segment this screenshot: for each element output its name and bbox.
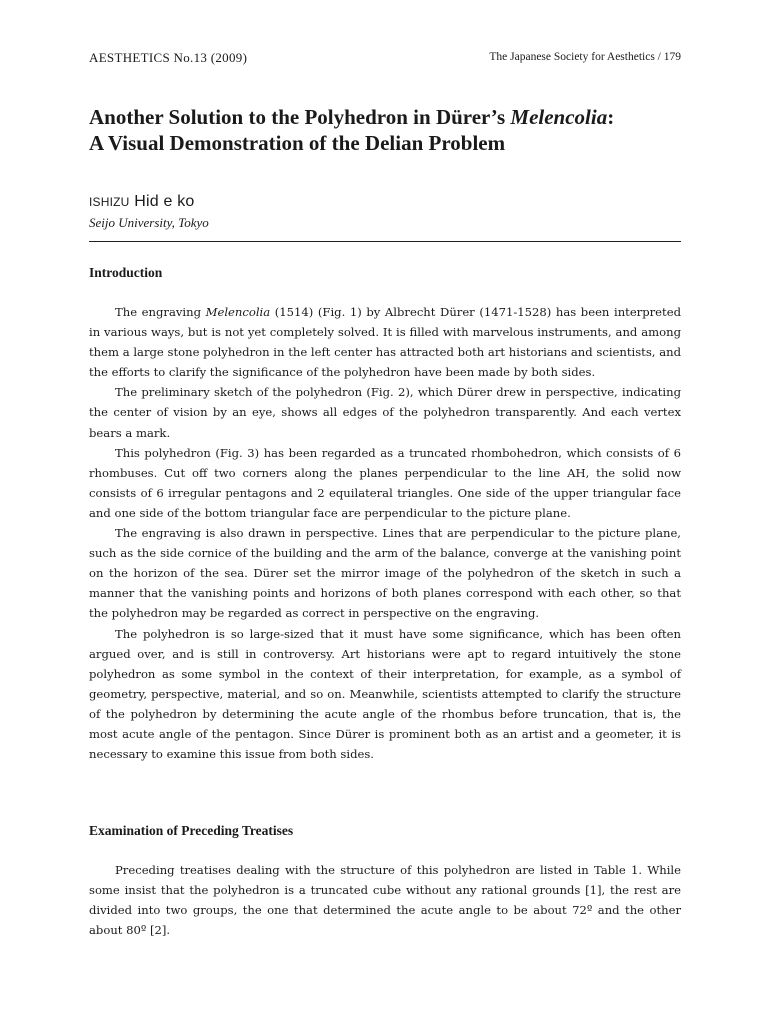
introduction-body xyxy=(89,302,681,764)
title-italic-melencolia: Melencolia xyxy=(510,105,608,129)
header-divider xyxy=(89,241,681,242)
author-affiliation: Seijo University, Tokyo xyxy=(89,215,209,230)
paragraph: The engraving Melencolia (1514) (Fig. 1) by Albrecht Dürer (1471-1528) has been interpreted in various ways, but is not yet completely solved. It is filled with marvelous instruments, and among them a large stone polyhedron in the left center has attracted both art historians and scientists, and the efforts to clarify the significance of the polyhedron have been made by both sides. xyxy=(89,305,681,380)
author-family-name: ISHIZU xyxy=(89,195,130,209)
paragraph: This polyhedron (Fig. 3) has been regarded as a truncated rhombohedron, which consists of 6 rhombuses. Cut off two corners along the planes perpendicular to the line AH, the solid now consists of 6 irregular pentagons and 2 equilateral triangles. One side of the upper triangular face and one side of the bottom triangular face are perpendicular to the picture plane. xyxy=(89,445,681,520)
paragraph: The preliminary sketch of the polyhedron (Fig. 2), which Dürer drew in perspective, indicating the center of vision by an eye, shows all edges of the polyhedron transparently. And each vertex bears a mark. xyxy=(89,385,681,440)
society-page-number: The Japanese Society for Aesthetics / 179 xyxy=(489,51,681,63)
title-line-2: A Visual Demonstration of the Delian Problem xyxy=(89,131,506,155)
author-given-name: Hid e ko xyxy=(134,193,195,210)
title-line-1: Another Solution to the Polyhedron in Dürer’s Melencolia: xyxy=(89,105,615,129)
preceding-treatises-body xyxy=(89,860,681,940)
paragraph: The polyhedron is so large-sized that it must have some significance, which has been often argued over, and is still in controversy. Art historians were apt to regard intuitively the stone polyhedron as some symbol in the context of their interpretation, for example, as a symbol of geometry, perspective, material, and so on. Meanwhile, scientists attempted to clarify the structure of the polyhedron by determining the acute angle of the rhombus before truncation, that is, the most acute angle of the pentagon. Since Dürer is prominent both as an artist and a geometer, it is necessary to examine this issue from both sides. xyxy=(89,626,681,762)
section-heading-introduction: Introduction xyxy=(89,265,163,280)
paragraph: The engraving is also drawn in perspective. Lines that are perpendicular to the picture plane, such as the side cornice of the building and the arm of the balance, converge at the vanishing point on the horizon of the sea. Dürer set the mirror image of the polyhedron of the sketch in such a manner that the vanishing points and horizons of both planes correspond with each other, so that the polyhedron may be regarded as correct in perspective on the engraving. xyxy=(89,526,681,621)
paragraph: Preceding treatises dealing with the structure of this polyhedron are listed in Table 1. While some insist that the polyhedron is a truncated cube without any rational grounds [1], the rest are divided into two groups, the one that determined the acute angle to be about 72º and the other about 80º [2]. xyxy=(89,863,681,938)
author-name xyxy=(89,193,195,211)
journal-issue: AESTHETICS No.13 (2009) xyxy=(89,50,248,65)
running-header xyxy=(89,50,681,68)
section-heading-preceding-treatises: Examination of Preceding Treatises xyxy=(89,823,294,838)
paper-title xyxy=(89,104,681,156)
